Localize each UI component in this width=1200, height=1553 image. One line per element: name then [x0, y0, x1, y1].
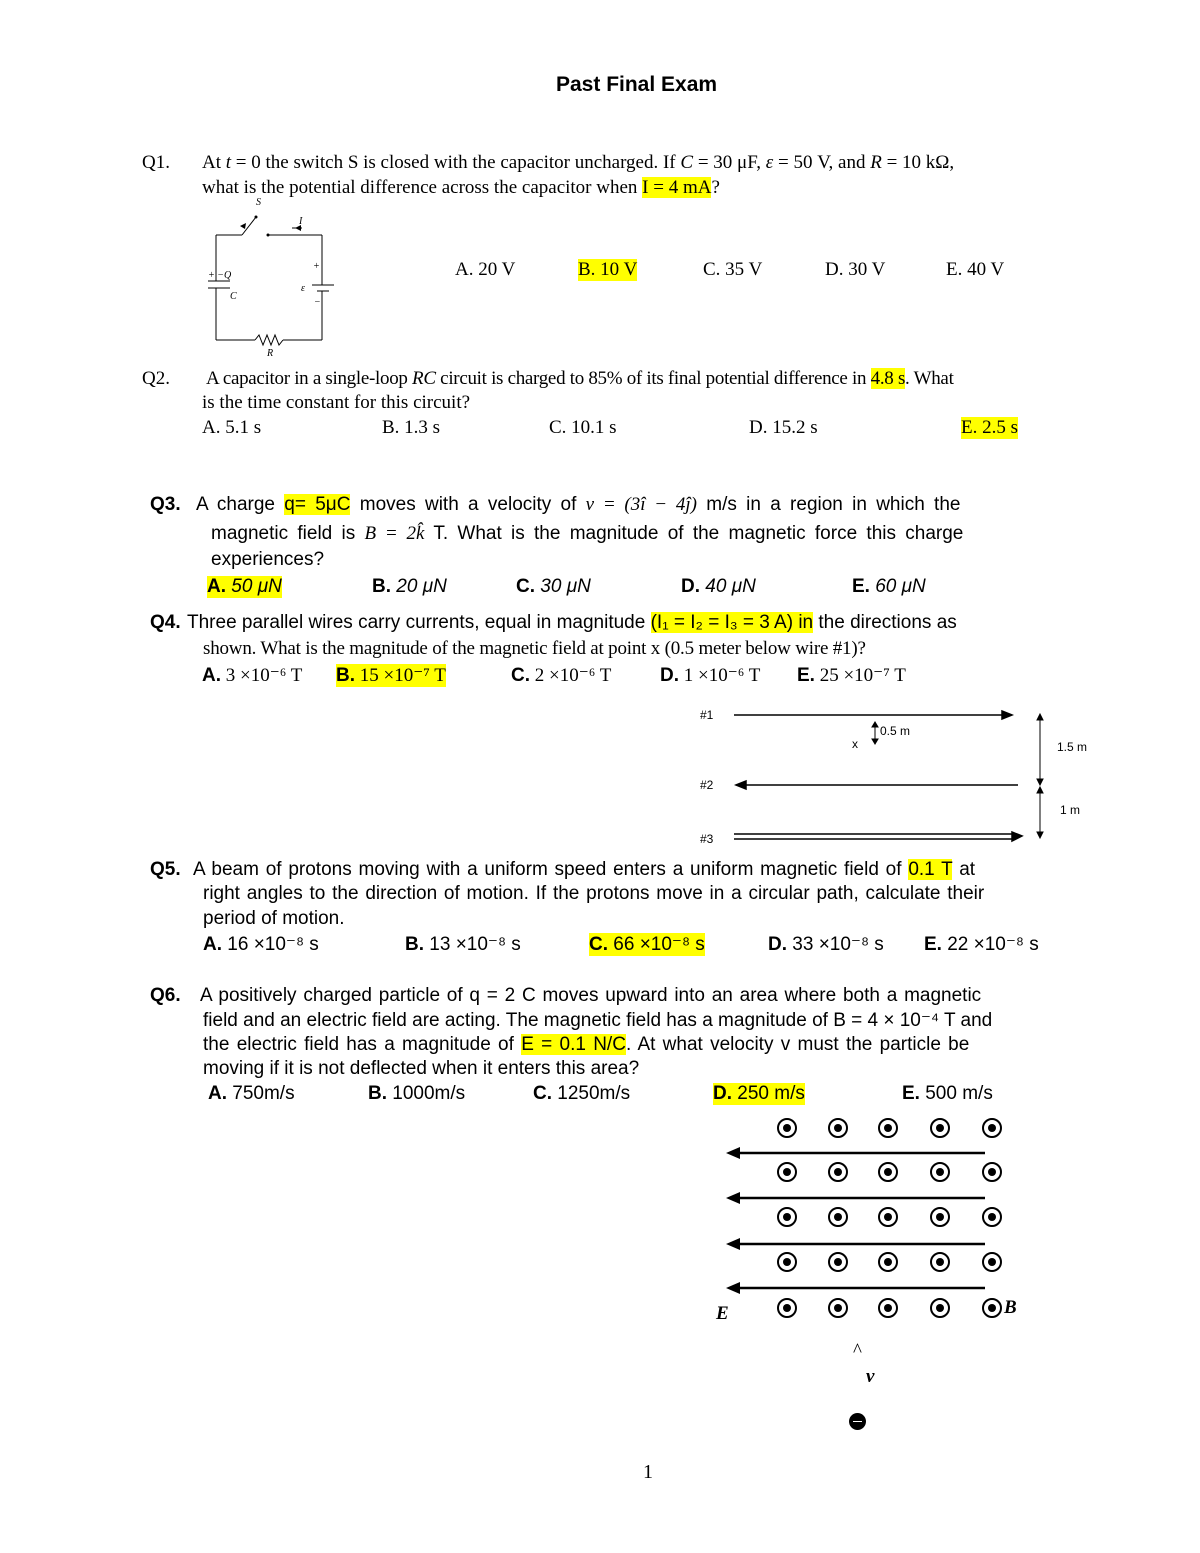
distance-15m-label: 1.5 m	[1057, 740, 1088, 754]
distance-05m-label: 0.5 m	[880, 724, 911, 738]
page-title: Past Final Exam	[556, 73, 718, 96]
e-field-arrow-icon	[726, 1238, 985, 1250]
wire1-label: #1	[700, 708, 714, 722]
q5-choice-e: E. 22 ×10⁻⁸ s	[924, 934, 1039, 955]
q2-choice-a: A. 5.1 s	[202, 417, 262, 438]
wire3-label: #3	[700, 832, 714, 846]
switch-arrow-icon	[240, 223, 246, 229]
q4-choice-e: E. 25 ×10⁻⁷ T	[797, 665, 906, 686]
b-field-out-icon	[983, 1299, 1001, 1317]
q3-choice-c: C. 30 μN	[516, 576, 591, 597]
b-field-out-icon	[829, 1163, 847, 1181]
q3-choice-b: B. 20 μN	[372, 576, 447, 597]
distance-1m-label: 1 m	[1060, 803, 1081, 817]
q1-choice-e: E. 40 V	[946, 259, 1005, 280]
q1-choice-c: C. 35 V	[703, 259, 763, 280]
circuit-label-s: S	[256, 197, 261, 208]
q2-choice-d: D. 15.2 s	[749, 417, 818, 438]
q3-choice-a: A. 50 μN	[207, 576, 282, 597]
circuit-label-q: + −Q	[208, 270, 232, 281]
q5-choice-a: A. 16 ×10⁻⁸ s	[203, 934, 319, 955]
q1-choice-a: A. 20 V	[455, 259, 516, 280]
q5-line1: A beam of protons moving with a uniform speed enters a uniform magnetic field of 0.1 T at	[193, 859, 976, 880]
q4-choice-a: A. 3 ×10⁻⁶ T	[202, 665, 303, 686]
q6-line2: field and an electric field are acting. The magnetic field has a magnitude of B = 4 × 10⁻⁴ T and	[203, 1010, 993, 1031]
b-field-out-icon	[983, 1208, 1001, 1226]
wire1-arrow-icon	[1002, 711, 1012, 719]
q6-choice-d: D. 250 m/s	[713, 1083, 805, 1104]
wire2-arrow-icon	[736, 781, 746, 789]
b-field-out-icon	[778, 1163, 796, 1181]
q1-line1: At t = 0 the switch S is closed with the capacitor uncharged. If C = 30 μF, ε = 50 V, and R = 10 kΩ,	[202, 152, 955, 173]
q5-number: Q5.	[150, 859, 181, 880]
b-field-out-icon	[931, 1253, 949, 1271]
b-field-out-icon	[879, 1163, 897, 1181]
b-field-out-icon	[829, 1299, 847, 1317]
b-field-out-icon	[829, 1253, 847, 1271]
q6-choice-a: A. 750m/s	[208, 1083, 295, 1104]
q1-line2: what is the potential difference across the capacitor when I = 4 mA?	[202, 177, 720, 198]
circuit-label-minus: −	[314, 297, 321, 308]
q6-line3: the electric field has a magnitude of E = 0.1 N/C. At what velocity v must the particle be	[203, 1034, 970, 1055]
b-field-out-icon	[931, 1208, 949, 1226]
q4-line2: shown. What is the magnitude of the magnetic field at point x (0.5 meter below wire #1)?	[203, 638, 866, 659]
b-field-out-icon	[778, 1299, 796, 1317]
q6-line4: moving if it is not deflected when it enters this area?	[203, 1058, 640, 1079]
circuit-label-r: R	[267, 348, 274, 359]
circuit-label-plus: +	[313, 261, 320, 272]
q3-choice-d: D. 40 μN	[681, 576, 756, 597]
q6-choice-b: B. 1000m/s	[368, 1083, 466, 1104]
q5-line3: period of motion.	[203, 908, 345, 929]
point-x-label: x	[852, 737, 858, 751]
q3-line2: magnetic field is B = 2k̂ T. What is the magnitude of the magnetic force this charge	[211, 523, 964, 544]
q4-choice-b: B. 15 ×10⁻⁷ T	[336, 665, 446, 686]
b-field-out-icon	[778, 1119, 796, 1137]
b-field-out-icon	[778, 1208, 796, 1226]
e-field-arrow-icon	[726, 1147, 985, 1159]
q4-number: Q4.	[150, 612, 181, 633]
b-field-out-icon	[931, 1163, 949, 1181]
velocity-arrowhead: ^	[853, 1340, 862, 1361]
b-field-label: B	[1004, 1297, 1017, 1318]
q5-choice-c: C. 66 ×10⁻⁸ s	[589, 934, 705, 955]
q3-number: Q3.	[150, 494, 181, 515]
e-field-label: E	[716, 1303, 729, 1324]
b-field-out-icon	[879, 1253, 897, 1271]
e-field-arrow-icon	[726, 1192, 985, 1204]
b-field-out-icon	[829, 1119, 847, 1137]
circuit-label-i: I	[299, 216, 303, 227]
charged-particle	[849, 1413, 866, 1430]
q6-field-diagram	[700, 1110, 1040, 1440]
circuit-label-eps: ε	[301, 283, 305, 294]
q3-line3: experiences?	[211, 549, 325, 570]
q4-wires-diagram	[700, 700, 1100, 850]
b-field-out-icon	[931, 1119, 949, 1137]
wire3-arrow-icon	[1012, 832, 1022, 841]
q1-choice-d: D. 30 V	[825, 259, 886, 280]
q6-line1: A positively charged particle of q = 2 C moves upward into an area where both a magnetic	[200, 985, 982, 1006]
e-field-arrow-icon	[726, 1282, 985, 1294]
q2-line2: is the time constant for this circuit?	[202, 392, 471, 413]
b-field-out-icon	[983, 1253, 1001, 1271]
q2-choice-e: E. 2.5 s	[961, 417, 1018, 438]
q4-choice-c: C. 2 ×10⁻⁶ T	[511, 665, 612, 686]
q5-choice-d: D. 33 ×10⁻⁸ s	[768, 934, 884, 955]
b-field-out-icon	[879, 1299, 897, 1317]
q4-line1: Three parallel wires carry currents, equal in magnitude (I₁ = I₂ = I₃ = 3 A) in the directions as	[187, 612, 957, 633]
q2-number: Q2.	[142, 368, 170, 389]
q6-choice-c: C. 1250m/s	[533, 1083, 631, 1104]
q6-number: Q6.	[150, 985, 181, 1006]
q1-number: Q1.	[142, 152, 170, 173]
velocity-label: v	[866, 1366, 875, 1387]
q2-choice-b: B. 1.3 s	[382, 417, 441, 438]
wire2-label: #2	[700, 778, 714, 792]
b-field-out-icon	[983, 1119, 1001, 1137]
q3-line1: A charge q= 5μC moves with a velocity of v = (3î − 4ĵ) m/s in a region in which the	[196, 494, 961, 515]
q6-choice-e: E. 500 m/s	[902, 1083, 993, 1104]
b-field-out-icon	[829, 1208, 847, 1226]
q5-choice-b: B. 13 ×10⁻⁸ s	[405, 934, 521, 955]
q1-choice-b: B. 10 V	[578, 259, 638, 280]
b-field-out-icon	[983, 1163, 1001, 1181]
b-field-out-icon	[879, 1119, 897, 1137]
b-field-out-icon	[778, 1253, 796, 1271]
q5-line2: right angles to the direction of motion. If the protons move in a circular path, calculate their	[203, 883, 985, 904]
q2-line1: A capacitor in a single-loop RC circuit is charged to 85% of its final potential difference in 4.8 s. What	[206, 368, 954, 389]
circuit-label-c: C	[230, 291, 237, 302]
page-number: 1	[643, 1461, 653, 1483]
q4-choice-d: D. 1 ×10⁻⁶ T	[660, 665, 761, 686]
b-field-out-icon	[931, 1299, 949, 1317]
q2-choice-c: C. 10.1 s	[549, 417, 617, 438]
q3-choice-e: E. 60 μN	[852, 576, 926, 597]
b-field-out-icon	[879, 1208, 897, 1226]
